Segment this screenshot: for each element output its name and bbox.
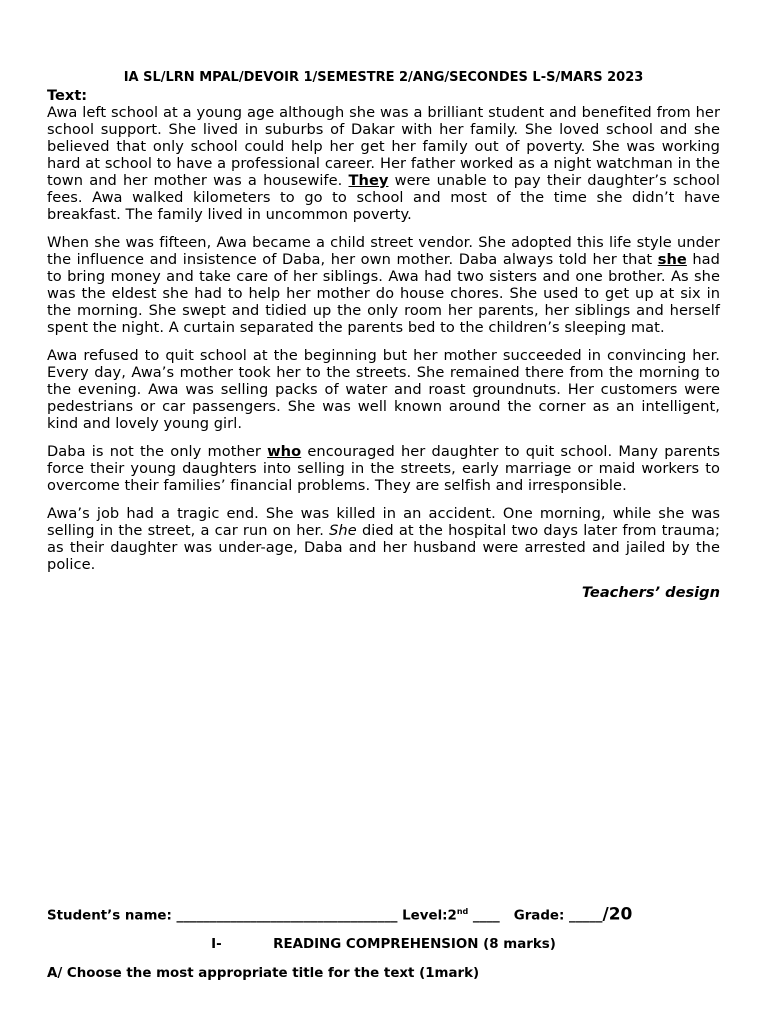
exam-header: IA SL/LRN MPAL/DEVOIR 1/SEMESTRE 2/ANG/SECONDES L-S/MARS 2023 (123, 70, 644, 85)
underlined-word-she: she (657, 251, 687, 268)
paragraph-2 (47, 234, 720, 336)
underlined-word-who: who (267, 443, 302, 460)
italic-word-she: She (329, 522, 357, 539)
student-info-line (47, 900, 720, 928)
paragraph-4 (47, 443, 720, 494)
paragraph-4-part-b: encouraged her daughter to quit school. Many parents force their young daughters into selling in the streets, early marriage or maid workers to overcome their families’ financial problems. They are selfish and irresponsible. (47, 443, 721, 494)
section-heading (47, 936, 720, 954)
paragraph-5-part-a: Awa’s job had a tragic end. She was killed in an accident. One morning, while she was selling in the street, a car run on her. (47, 505, 720, 539)
grade-label: Grade: _____ (513, 908, 603, 924)
paragraph-3: Awa refused to quit school at the beginning but her mother succeeded in convincing her. Every day, Awa’s mother took her to the streets. She remained there from the morning to the evening. Awa was selling packs of water and roast groundnuts. Her customers were pedestrians or car passengers. She was well known around the corner as an intelligent, kind and lovely young girl. (47, 347, 720, 432)
paragraph-5 (47, 505, 720, 573)
question-a: A/ Choose the most appropriate title for the text (1mark) (47, 966, 480, 982)
level-superscript: nd (456, 907, 469, 916)
paragraph-1-part-b: were unable to pay their daughter’s school fees. Awa walked kilometers to go to school and most of the time she didn’t have breakfast. The family lived in uncommon poverty. (47, 172, 720, 223)
text-label: Text: (47, 87, 88, 104)
teachers-design-signature: Teachers’ design (581, 584, 720, 601)
exam-page (47, 69, 720, 601)
paragraph-2-part-a: When she was fifteen, Awa became a child street vendor. She adopted this life style under the influence and insistence of Daba, her own mother. Daba always told her that (47, 234, 720, 268)
paragraph-1-part-a: Awa left school at a young age although she was a brilliant student and benefited from her school support. She lived in suburbs of Dakar with her family. She loved school and she believed that only school could help her get her family out of poverty. She was working hard at school to have a professional career. Her father worked as a night watchman in the town and her mother was a housewife. (47, 104, 720, 189)
paragraph-2-part-b: had to bring money and take care of her siblings. Awa had two sisters and one brother. As she was the eldest she had to help her mother do house chores. She used to get up at six in the morning. She swept and tidied up the only room her parents, her siblings and herself spent the night. A curtain separated the parents bed to the children’s sleeping mat. (47, 251, 720, 336)
student-name-label: Student’s name: _________________________________ (47, 908, 398, 924)
level-blank: ____ (468, 908, 500, 924)
answer-section (47, 900, 720, 983)
section-title: READING COMPREHENSION (8 marks) (273, 937, 556, 953)
paragraph-1 (47, 104, 720, 223)
level-label: Level:2 (402, 908, 457, 924)
paragraph-4-part-a: Daba is not the only mother (47, 443, 268, 460)
grade-total: /20 (602, 904, 633, 925)
underlined-word-they: They (348, 172, 389, 189)
section-number: I- (211, 937, 222, 953)
paragraph-5-part-b: died at the hospital two days later from trauma; as their daughter was under-age, Daba and her husband were arrested and jailed by the police. (47, 522, 720, 573)
